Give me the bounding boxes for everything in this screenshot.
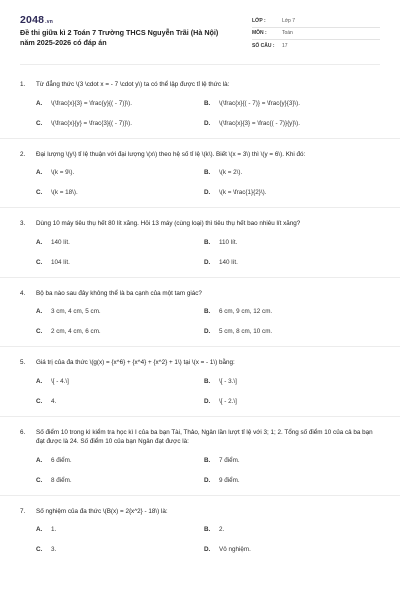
option-letter: C. [36,119,43,127]
question-divider [0,138,400,139]
option-text: \(k = 18\). [51,189,78,196]
option-text: 3. [51,546,57,553]
option-text: \(k = 9\). [51,169,75,176]
option-letter: C. [36,397,43,405]
question-number: 5. [20,359,26,366]
question-stem [20,289,382,299]
site-logo[interactable]: 2048.vn [20,14,53,26]
option-text: 140 lít. [219,258,238,266]
option-text: 8 điểm. [51,476,72,484]
answer-options [36,169,382,197]
answer-options [36,239,382,267]
question-item [20,80,382,128]
option-letter: D. [204,546,211,553]
answer-option[interactable] [36,526,204,534]
option-text: 110 lít. [219,238,238,246]
option-text: \(\frac{x}{( - 7)} = \frac{y}{3}\). [219,99,301,107]
header-divider [20,64,380,65]
meta-row-subject [252,28,380,41]
answer-option[interactable] [36,477,204,485]
question-number: 3. [20,220,26,227]
answer-option[interactable] [36,100,204,108]
question-text: Đại lượng \(y\) tỉ lệ thuận với đại lượng \(x\) theo hệ số tỉ lệ \(k\). Biết \(x = 3\) thì \(y = 6\). Khi đó: [36,150,306,158]
answer-option[interactable] [204,308,374,316]
question-stem [20,428,382,447]
option-letter: B. [204,238,211,246]
question-text: Số điểm 10 trong kì kiểm tra học kì I của ba bạn Tài, Thảo, Ngân lần lượt tỉ lệ với 3; 1; 2. Tổng số điểm 10 của cả ba bạn đạt được là 24. Số điểm 10 của bạn Ngân đạt được là: [36,428,373,445]
question-item [20,428,382,485]
question-stem [20,80,382,90]
page-header [0,0,400,62]
answer-option[interactable] [36,169,204,177]
option-letter: C. [36,546,43,553]
meta-label: LỚP : [252,17,266,24]
answer-option[interactable] [204,189,374,197]
question-number: 6. [20,428,26,436]
answer-option[interactable] [36,457,204,465]
option-letter: A. [36,377,43,385]
answer-option[interactable] [204,378,374,386]
meta-value: Lớp 7 [282,17,296,24]
option-letter: C. [36,328,43,335]
option-text: 1. [51,526,57,533]
option-text: \[ - 3.\] [219,377,237,385]
answer-options [36,457,382,485]
option-letter: C. [36,258,43,266]
question-text: Bộ ba nào sau đây không thể là ba cạnh của một tam giác? [36,289,202,297]
option-letter: B. [204,169,211,176]
meta-row-count [252,40,380,53]
question-item [20,358,382,406]
option-letter: D. [204,397,211,405]
option-letter: A. [36,308,43,315]
question-item [20,507,382,555]
question-item [20,289,382,337]
question-text: Giá trị của đa thức \(g(x) = {x^6} + {x^4} + {x^2} + 1\) tại \(x = - 1\) bằng: [36,359,235,366]
question-item [20,219,382,267]
answer-options [36,100,382,128]
question-number: 4. [20,289,26,297]
answer-options [36,526,382,554]
answer-option[interactable] [36,328,204,336]
option-text: 6 cm, 9 cm, 12 cm. [219,308,273,315]
option-text: 2. [219,526,225,533]
option-letter: B. [204,456,211,464]
option-text: 6 điểm. [51,456,72,464]
answer-option[interactable] [204,398,374,406]
answer-option[interactable] [204,120,374,128]
answer-option[interactable] [36,239,204,247]
option-text: 104 lít. [51,258,70,266]
option-text: 7 điểm. [219,456,240,464]
answer-option[interactable] [204,169,374,177]
meta-value: 17 [282,43,288,50]
option-text: 3 cm, 4 cm, 5 cm. [51,308,101,315]
question-number: 1. [20,81,26,88]
question-divider [0,346,400,347]
question-divider [0,207,400,208]
answer-option[interactable] [36,308,204,316]
option-letter: C. [36,476,43,484]
answer-option[interactable] [204,546,374,554]
question-stem [20,507,382,517]
question-number: 7. [20,507,26,515]
meta-row-class [252,15,380,28]
answer-option[interactable] [36,398,204,406]
answer-option[interactable] [204,526,374,534]
option-letter: A. [36,99,43,107]
question-number: 2. [20,150,26,158]
answer-option[interactable] [204,328,374,336]
option-text: 9 điểm. [219,476,240,484]
answer-option[interactable] [204,100,374,108]
answer-option[interactable] [36,378,204,386]
question-list [20,80,382,554]
meta-value: Toán [282,30,293,37]
meta-label: SỐ CÂU : [252,43,275,50]
answer-option[interactable] [204,239,374,247]
option-letter: A. [36,238,43,246]
option-letter: D. [204,258,211,266]
question-text: Dùng 10 máy tiêu thụ hết 80 lít xăng. Hỏi 13 máy (cùng loại) thì tiêu thụ hết bao nhiêu lít xăng? [36,220,301,227]
answer-option[interactable] [36,546,204,554]
option-text: \[ - 4.\] [51,377,69,385]
answer-options [36,378,382,406]
option-text: 2 cm, 4 cm, 6 cm. [51,328,101,335]
option-text: \(\frac{x}{3} = \frac{y}{( - 7)}\). [51,99,133,107]
option-letter: D. [204,189,211,196]
option-text: 140 lít. [51,238,70,246]
option-letter: B. [204,377,211,385]
question-item [20,150,382,198]
option-text: 5 cm, 8 cm, 10 cm. [219,328,273,335]
answer-option[interactable] [204,477,374,485]
option-letter: D. [204,476,211,484]
document-title [20,28,250,48]
answer-options [36,308,382,336]
question-stem [20,219,382,229]
question-divider [0,416,400,417]
option-letter: D. [204,328,211,335]
option-text: \[ - 2.\] [219,397,237,405]
answer-option[interactable] [36,120,204,128]
question-text: Số nghiệm của đa thức \(B(x) = 2{x^2} - 18\) là: [36,507,168,515]
question-stem [20,358,382,368]
option-letter: B. [204,308,211,315]
option-letter: C. [36,189,43,196]
option-text: \(k = \frac{1}{2}\). [219,189,267,196]
option-letter: A. [36,526,43,533]
option-text: Vô nghiệm. [219,546,251,553]
answer-option[interactable] [204,457,374,465]
question-divider [0,277,400,278]
answer-option[interactable] [36,189,204,197]
option-letter: A. [36,169,43,176]
option-letter: B. [204,526,211,533]
answer-option[interactable] [36,259,204,267]
answer-option[interactable] [204,259,374,267]
option-letter: A. [36,456,43,464]
document-title-line-2: năm 2025-2026 có đáp án [20,38,107,47]
question-text: Từ đẳng thức \(3 \cdot x = - 7 \cdot y\) ta có thể lập được tỉ lệ thức là: [36,81,230,88]
option-text: \(\frac{x}{3} = \frac{( - 7)}{y}\). [219,119,301,127]
question-stem [20,150,382,160]
option-text: \(\frac{x}{y} = \frac{3}{( - 7)}\). [51,119,133,127]
question-divider [0,495,400,496]
option-letter: B. [204,99,211,107]
document-title-line-1: Đề thi giữa kì 2 Toán 7 Trường THCS Nguyễn Trãi (Hà Nội) [20,28,219,37]
document-meta [252,15,380,53]
option-text: 4. [51,397,57,405]
meta-label: MÔN : [252,30,267,37]
option-text: \(k = 2\). [219,169,243,176]
option-letter: D. [204,119,211,127]
